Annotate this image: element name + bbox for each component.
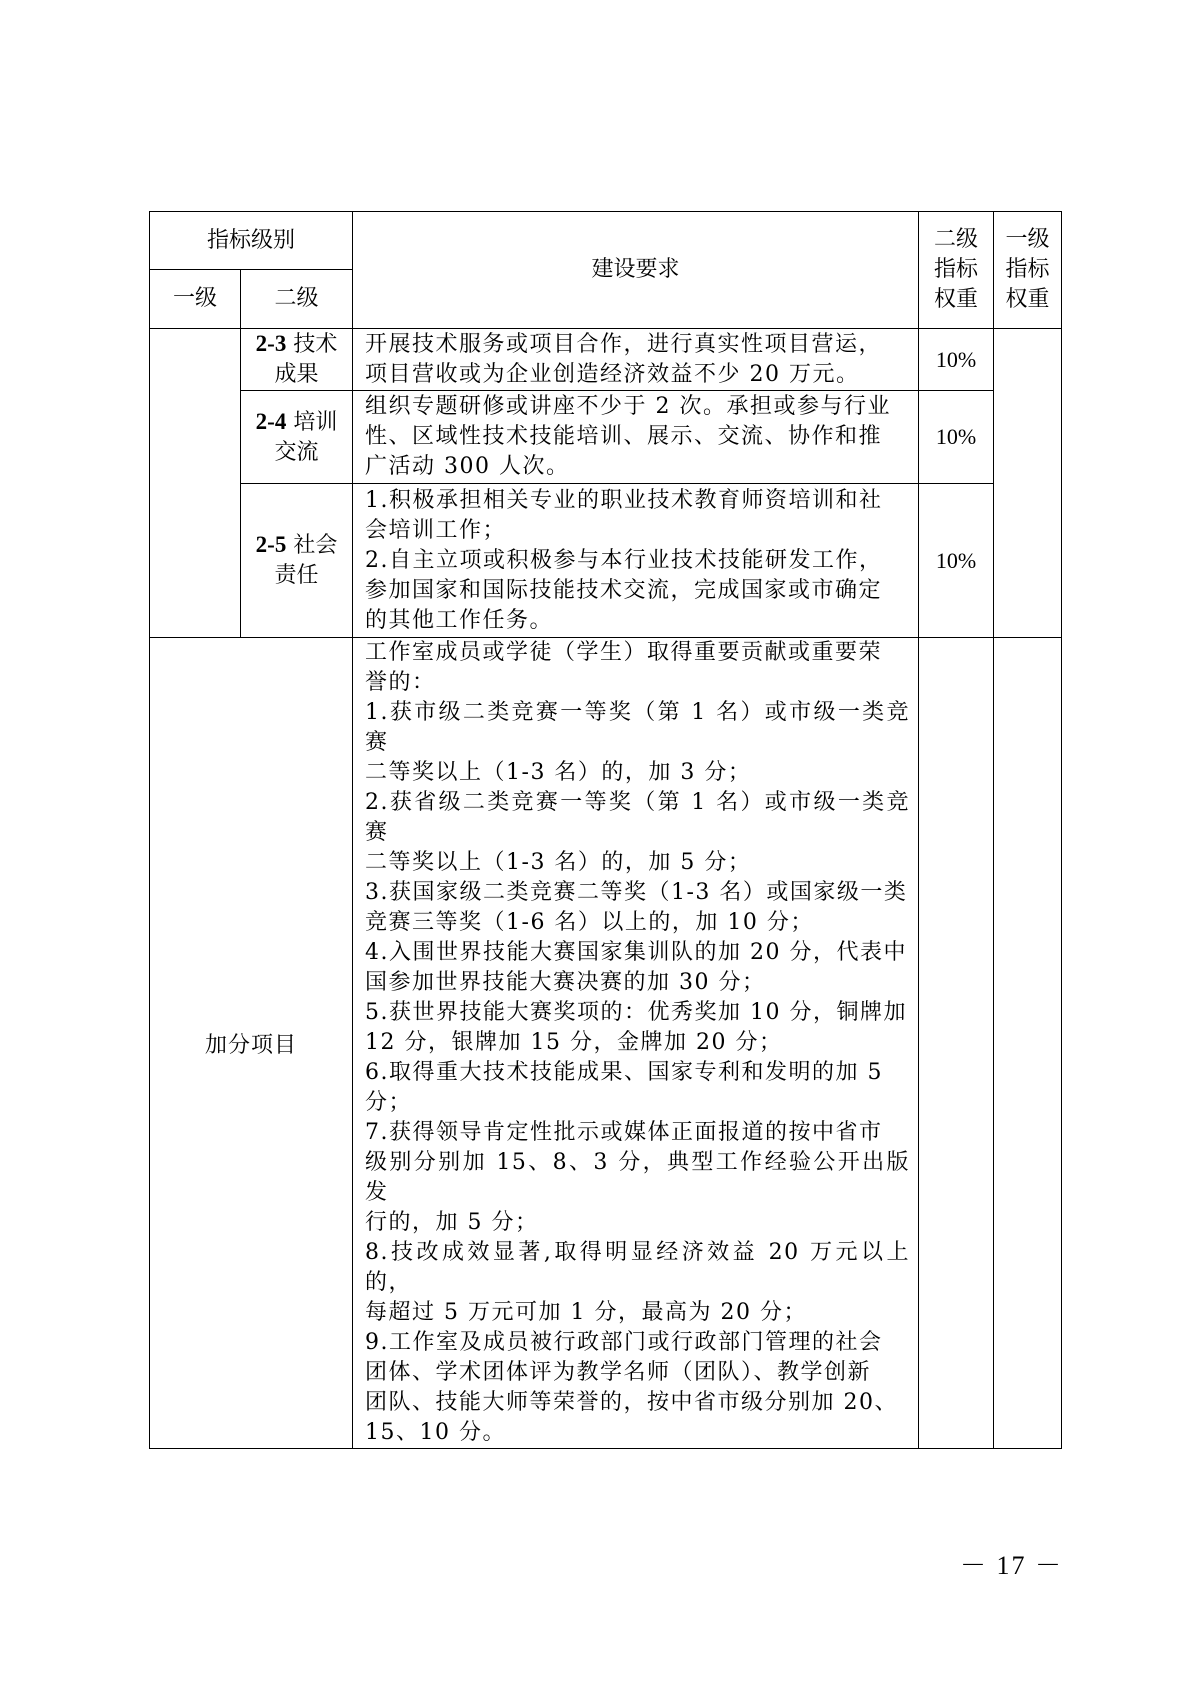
header-level2: 二级 [241,270,353,329]
requirement-cell [353,484,919,638]
bonus-label: 加分项目 [150,638,353,1449]
bonus-line: 级别分别加 15、8、3 分，典型工作经验公开出版发 [365,1150,911,1205]
bonus-line: 2.获省级二类竞赛一等奖（第 1 名）或市级一类竞赛 [365,790,911,845]
header-weight1-line: 指标 [1005,257,1050,282]
bonus-line: 15、10 分。 [365,1420,506,1445]
bonus-line: 分； [365,1090,413,1115]
table-row [150,391,1062,484]
requirement-cell [353,329,919,391]
bonus-line: 国参加世界技能大赛决赛的加 30 分； [365,970,766,995]
level2-name: 社会 [293,533,338,558]
level2-name: 责任 [274,563,319,588]
requirement-line: 1.积极承担相关专业的职业技术教育师资培训和社 [365,487,883,513]
level2-name: 交流 [274,439,319,465]
level2-name: 成果 [274,362,319,387]
header-weight2-line: 二级 [934,227,979,252]
header-row-1 [150,212,1062,270]
bonus-line: 1.获市级二类竞赛一等奖（第 1 名）或市级一类竞赛 [365,700,911,755]
table-row [150,484,1062,638]
level2-name: 技术 [293,332,338,357]
bonus-line: 3.获国家级二类竞赛二等奖（1-3 名）或国家级一类 [365,880,908,905]
requirement-line: 会培训工作； [365,517,507,543]
requirement-line: 性、区域性技术技能培训、展示、交流、协作和推 [365,424,883,449]
header-weight2-line: 权重 [934,287,979,312]
requirement-cell [353,391,919,484]
level2-name: 培训 [293,409,338,435]
bonus-line: 8.技改成效显著,取得明显经济效益 20 万元以上的， [365,1240,911,1295]
bonus-line: 每超过 5 万元可加 1 分，最高为 20 分； [365,1300,807,1325]
bonus-line: 二等奖以上（1-3 名）的，加 5 分； [365,850,752,875]
table-row [150,329,1062,391]
requirement-line: 广活动 300 人次。 [365,454,570,479]
bonus-line: 二等奖以上（1-3 名）的，加 3 分； [365,760,752,785]
bonus-line: 7.获得领导肯定性批示或媒体正面报道的按中省市 [365,1120,883,1145]
page-number: － 17 － [960,1551,1064,1580]
bonus-line: 团体、学术团体评为教学名师（团队）、教学创新 [365,1360,872,1385]
requirement-line: 参加国家和国际技能技术交流，完成国家或市确定 [365,577,883,603]
requirement-line: 2.自主立项或积极参与本行业技术技能研发工作， [365,547,883,573]
weight-cell: 10% [919,329,994,391]
level2-code: 2-3 [255,331,287,356]
level1-weight-cell [994,329,1062,638]
bonus-line: 12 分，银牌加 15 分，金牌加 20 分； [365,1030,783,1055]
level2-cell [241,391,353,484]
level2-code: 2-5 [255,532,287,557]
bonus-weight2-cell [919,638,994,1449]
bonus-line: 工作室成员或学徒（学生）取得重要贡献或重要荣 [365,640,883,665]
header-index-level: 指标级别 [150,212,353,270]
weight-cell: 10% [919,484,994,638]
bonus-line: 誉的： [365,670,436,695]
header-weight-level2 [919,212,994,329]
header-weight2-line: 指标 [934,257,979,282]
weight-cell: 10% [919,391,994,484]
bonus-line: 6.取得重大技术技能成果、国家专利和发明的加 5 [365,1060,883,1085]
level1-cell [150,329,241,638]
header-level1: 一级 [150,270,241,329]
requirement-line: 项目营收或为企业创造经济效益不少 20 万元。 [365,361,860,387]
bonus-line: 竞赛三等奖（1-6 名）以上的，加 10 分； [365,910,814,935]
header-weight1-line: 权重 [1005,287,1050,312]
requirement-line: 开展技术服务或项目合作，进行真实性项目营运， [365,331,883,357]
bonus-row [150,638,1062,1449]
level2-code: 2-4 [255,408,287,434]
bonus-line: 4.入围世界技能大赛国家集训队的加 20 分，代表中 [365,940,907,965]
bonus-line: 5.获世界技能大赛奖项的：优秀奖加 10 分，铜牌加 [365,1000,907,1025]
header-requirement: 建设要求 [353,212,919,329]
criteria-table [149,211,1062,1449]
bonus-line: 团队、技能大师等荣誉的，按中省市级分别加 20、 [365,1390,899,1415]
level2-cell [241,484,353,638]
requirement-line: 的其他工作任务。 [365,607,554,633]
header-weight-level1 [994,212,1062,329]
bonus-line: 9.工作室及成员被行政部门或行政部门管理的社会 [365,1330,883,1355]
bonus-weight1-cell [994,638,1062,1449]
bonus-line: 行的，加 5 分； [365,1210,539,1235]
level2-cell [241,329,353,391]
requirement-line: 组织专题研修或讲座不少于 2 次。承担或参与行业 [365,394,892,419]
header-weight1-line: 一级 [1005,227,1050,252]
bonus-requirement-cell [353,638,919,1449]
